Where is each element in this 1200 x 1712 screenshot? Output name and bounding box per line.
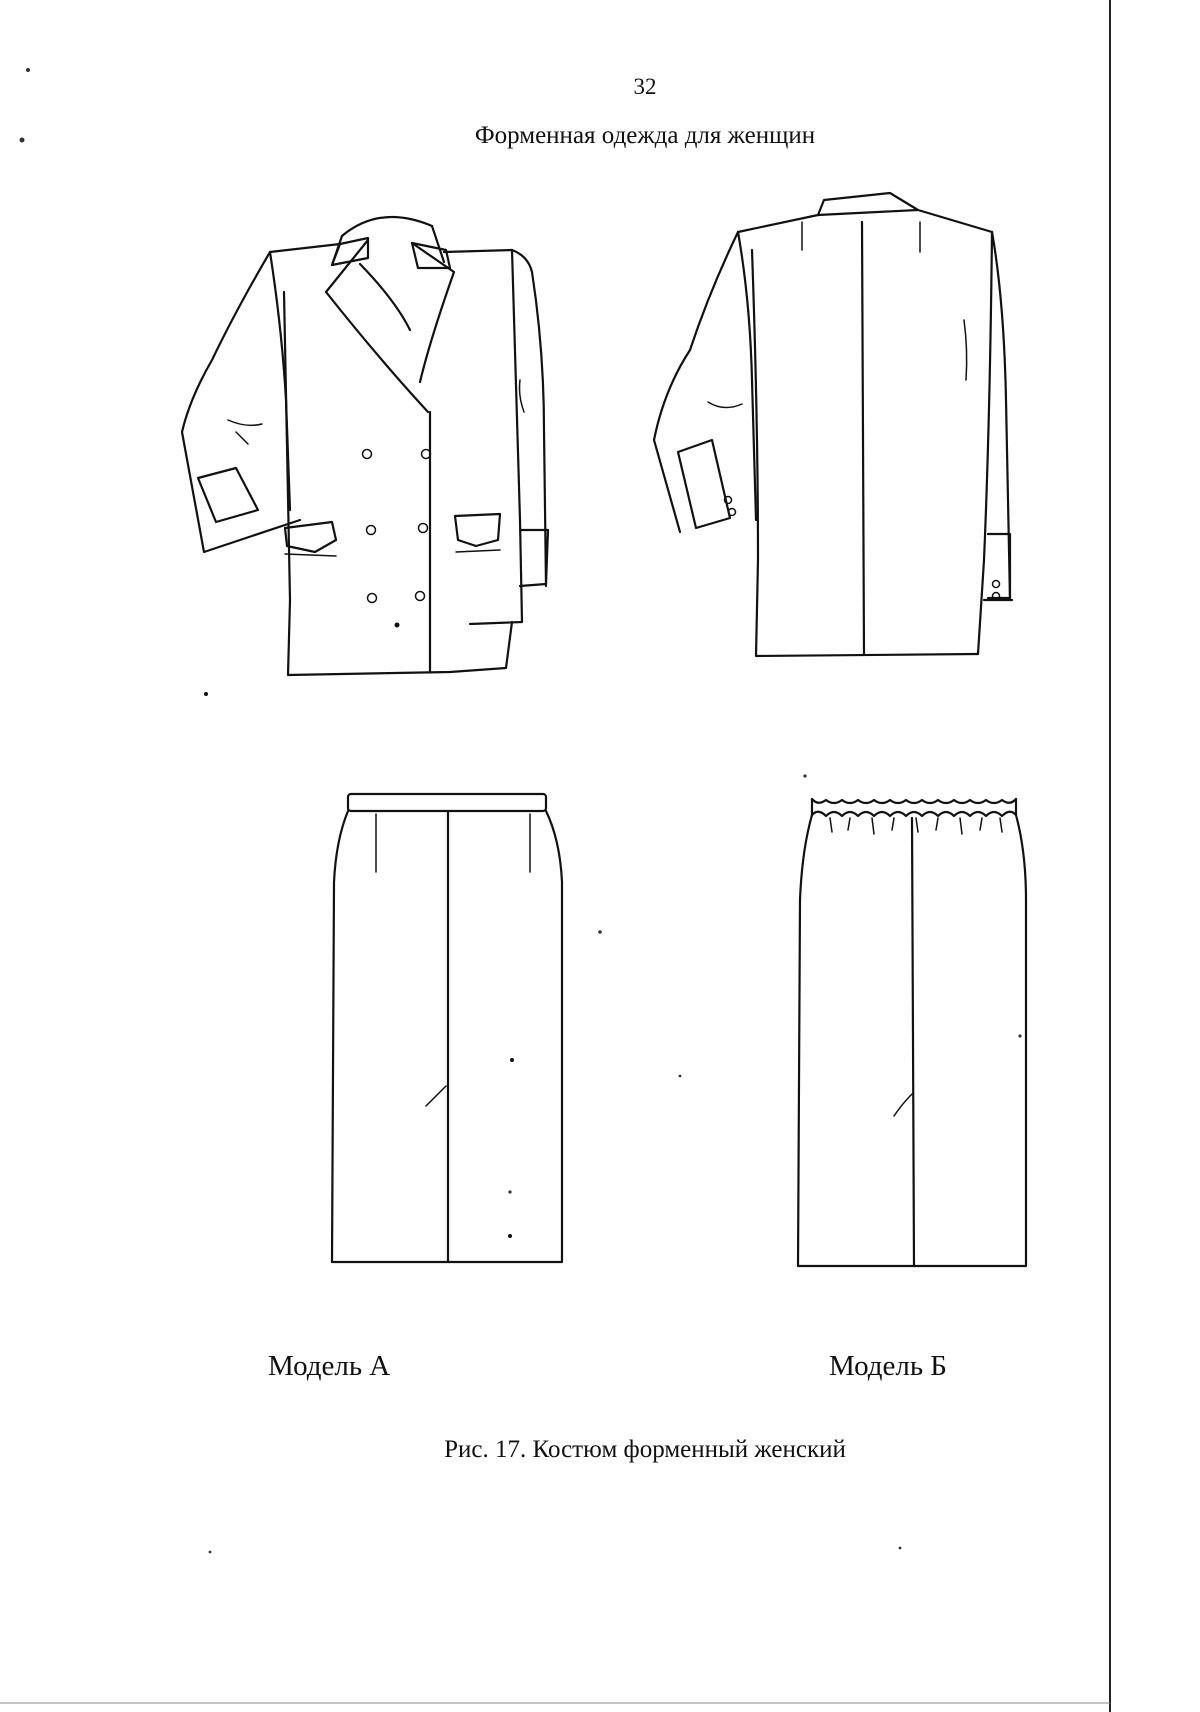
model-a-label: Модель А xyxy=(268,1350,391,1382)
page-heading: Форменная одежда для женщин xyxy=(474,122,816,149)
page-number: 32 xyxy=(633,74,657,99)
jacket-back-icon xyxy=(654,193,1012,656)
figure-caption: Рис. 17. Костюм форменный женский xyxy=(444,1436,846,1463)
skirt-model-b-icon xyxy=(798,799,1026,1266)
jacket-front-icon xyxy=(182,217,548,696)
skirt-model-a-icon xyxy=(332,794,562,1262)
model-b-label: Модель Б xyxy=(829,1350,947,1382)
